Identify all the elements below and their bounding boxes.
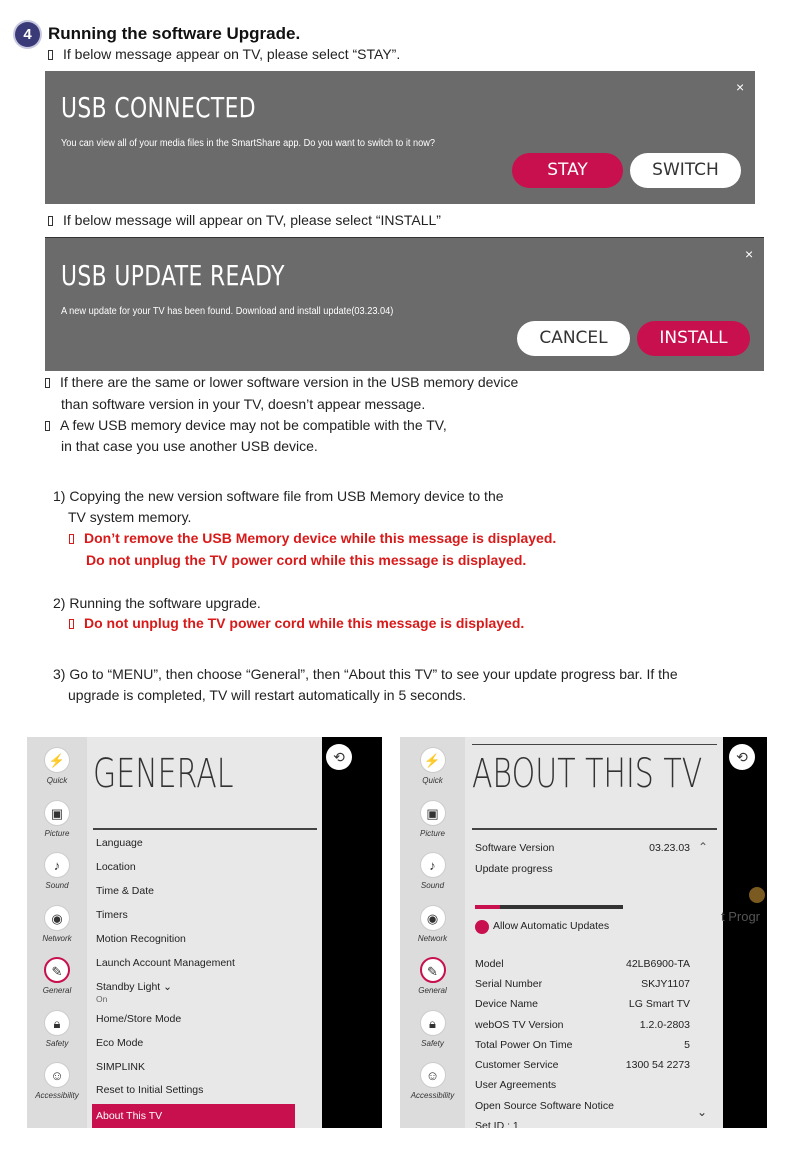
menu-item-language[interactable]: Language <box>96 837 143 849</box>
settings-sidebar <box>400 737 465 1128</box>
sidebar-item-label: Safety <box>45 1039 69 1048</box>
sidebar-item-picture[interactable] <box>27 800 87 838</box>
warning-text: Don’t remove the USB Memory device while this message is displayed. <box>84 530 557 546</box>
lightning-icon: ⚡ <box>44 747 70 773</box>
background-dot <box>749 887 765 903</box>
globe-icon: ◉ <box>420 905 446 931</box>
webos-version-value: 1.2.0-2803 <box>639 1019 690 1031</box>
sidebar-item-label: General <box>418 986 447 995</box>
background-progress-text: t Progr <box>721 909 761 924</box>
menu-item-eco-mode[interactable]: Eco Mode <box>96 1037 144 1049</box>
sidebar-item-label: Safety <box>421 1039 444 1048</box>
step-3-text-cont: upgrade is completed, TV will restart automatically in 5 seconds. <box>68 687 467 703</box>
step-1-warning-2: Do not unplug the TV power cord while this message is displayed. <box>86 552 527 568</box>
device-name-value: LG Smart TV <box>628 998 690 1010</box>
install-note <box>48 212 441 228</box>
sidebar-item-label: General <box>42 986 72 995</box>
title-divider <box>472 828 717 830</box>
sidebar-item-label: Picture <box>44 829 70 838</box>
black-panel <box>723 737 767 1128</box>
same-version-line-1: If there are the same or lower software version in the USB memory device <box>60 374 519 390</box>
top-divider <box>472 744 717 745</box>
software-version-label: Software Version <box>475 842 555 854</box>
sound-icon: ♪ <box>44 852 70 878</box>
same-version-line-2: than software version in your TV, doesn’t appear message. <box>61 396 426 412</box>
power-on-time-value: 5 <box>684 1039 690 1051</box>
sidebar-item-label: Sound <box>420 881 445 890</box>
sidebar-item-quick[interactable] <box>400 747 465 785</box>
chevron-up-icon[interactable]: ⌃ <box>698 840 709 854</box>
menu-item-reset[interactable]: Reset to Initial Settings <box>96 1084 204 1096</box>
close-icon[interactable]: × <box>736 79 745 95</box>
sidebar-item-sound[interactable] <box>27 852 87 890</box>
black-panel <box>322 737 382 1128</box>
step-1-text: 1) Copying the new version software file from USB Memory device to the <box>53 488 504 504</box>
sidebar-item-label: Accessibility <box>35 1091 79 1100</box>
user-agreements-link[interactable]: User Agreements <box>475 1079 557 1091</box>
dialog-title: USB UPDATE READY <box>61 259 285 292</box>
sidebar-item-accessibility[interactable] <box>400 1062 465 1100</box>
serial-value: SKJY1107 <box>641 978 690 990</box>
sidebar-item-safety[interactable] <box>400 1010 465 1048</box>
sidebar-item-label: Sound <box>45 881 69 890</box>
bullet-icon <box>45 378 50 388</box>
sidebar-item-label: Network <box>42 934 72 943</box>
install-button[interactable]: INSTALL <box>637 321 750 356</box>
step-2-text: 2) Running the software upgrade. <box>53 595 261 611</box>
menu-item-home-store-mode[interactable]: Home/Store Mode <box>96 1013 182 1025</box>
stay-note <box>48 46 400 62</box>
serial-label: Serial Number <box>475 978 543 990</box>
toggle-indicator-icon[interactable] <box>475 920 489 934</box>
menu-item-launch-account[interactable]: Launch Account Management <box>96 957 235 969</box>
standby-light-value: On <box>96 994 108 1004</box>
sidebar-item-label: Accessibility <box>410 1091 455 1100</box>
device-name-label: Device Name <box>475 998 539 1010</box>
update-progress-bar <box>475 905 623 909</box>
menu-item-about-this-tv[interactable]: About This TV <box>92 1104 295 1128</box>
software-version-value: 03.23.03 <box>649 842 690 854</box>
open-source-notice-link[interactable]: Open Source Software Notice <box>475 1100 614 1112</box>
power-on-time-label: Total Power On Time <box>475 1039 573 1051</box>
model-value: 42LB6900-TA <box>625 958 690 970</box>
sidebar-item-general[interactable] <box>27 957 87 995</box>
person-icon: ☺ <box>420 1062 446 1088</box>
title-divider <box>93 828 317 830</box>
about-tv-screen <box>400 737 767 1128</box>
compat-line-2: in that case you use another USB device. <box>61 438 318 454</box>
dialog-message: You can view all of your media files in the SmartShare app. Do you want to switch to it now? <box>61 138 435 149</box>
menu-item-standby-light[interactable]: Standby Light ⌄ <box>96 981 172 993</box>
cancel-button[interactable]: CANCEL <box>517 321 630 356</box>
sidebar-item-safety[interactable] <box>27 1010 87 1048</box>
compat-note <box>45 417 447 433</box>
stay-button[interactable]: STAY <box>512 153 623 188</box>
warning-text: Do not unplug the TV power cord while this message is displayed. <box>84 615 525 631</box>
menu-item-motion-recognition[interactable]: Motion Recognition <box>96 933 186 945</box>
lock-icon: 🔒︎ <box>420 1010 446 1036</box>
install-note-text: If below message will appear on TV, please select “INSTALL” <box>63 212 441 228</box>
stay-note-text: If below message appear on TV, please select “STAY”. <box>63 46 401 62</box>
step-1-warning-1 <box>69 530 556 546</box>
sidebar-item-general[interactable] <box>400 957 465 995</box>
menu-item-time-date[interactable]: Time & Date <box>96 885 154 897</box>
back-icon[interactable]: ⟲ <box>729 744 755 770</box>
sidebar-item-label: Quick <box>46 776 68 785</box>
switch-button[interactable]: SWITCH <box>630 153 741 188</box>
general-title: GENERAL <box>93 751 234 797</box>
settings-sidebar <box>27 737 87 1128</box>
general-settings-screen <box>27 737 382 1128</box>
chevron-down-icon[interactable]: ⌄ <box>697 1105 708 1119</box>
menu-item-timers[interactable]: Timers <box>96 909 128 921</box>
same-version-note <box>45 374 518 390</box>
dialog-message: A new update for your TV has been found. Download and install update(03.23.04) <box>61 306 394 317</box>
step-number-badge: 4 <box>15 22 40 47</box>
wrench-icon: ✎ <box>44 957 70 983</box>
picture-icon: ▣ <box>44 800 70 826</box>
menu-item-location[interactable]: Location <box>96 861 136 873</box>
step-3-text: 3) Go to “MENU”, then choose “General”, then “About this TV” to see your update progress bar. If the <box>53 666 678 682</box>
model-label: Model <box>475 958 504 970</box>
sidebar-item-label: Quick <box>422 776 443 785</box>
step-2-warning <box>69 615 524 631</box>
close-icon[interactable]: × <box>745 246 754 262</box>
picture-icon: ▣ <box>420 800 446 826</box>
bullet-icon <box>48 50 53 60</box>
back-icon[interactable]: ⟲ <box>326 744 352 770</box>
bullet-icon <box>45 421 50 431</box>
sidebar-item-sound[interactable] <box>400 852 465 890</box>
usb-connected-dialog <box>45 71 755 204</box>
sidebar-item-quick[interactable] <box>27 747 87 785</box>
lightning-icon: ⚡ <box>420 747 446 773</box>
lock-icon: 🔒︎ <box>44 1010 70 1036</box>
step-1-text-cont: TV system memory. <box>68 509 192 525</box>
sidebar-item-network[interactable] <box>400 905 465 943</box>
bullet-icon <box>69 534 74 544</box>
step-title: Running the software Upgrade. <box>48 24 301 43</box>
dialog-title: USB CONNECTED <box>61 91 256 124</box>
compat-line-1: A few USB memory device may not be compatible with the TV, <box>60 417 447 433</box>
about-title: ABOUT THIS TV <box>472 751 703 797</box>
sidebar-item-picture[interactable] <box>400 800 465 838</box>
customer-service-value: 1300 54 2273 <box>625 1059 690 1071</box>
auto-updates-label[interactable]: Allow Automatic Updates <box>493 920 610 932</box>
sidebar-item-accessibility[interactable] <box>27 1062 87 1100</box>
webos-version-label: webOS TV Version <box>475 1019 564 1031</box>
bullet-icon <box>69 619 74 629</box>
set-id-label: Set ID : 1 <box>475 1120 519 1128</box>
globe-icon: ◉ <box>44 905 70 931</box>
sidebar-item-label: Network <box>417 934 448 943</box>
bullet-icon <box>48 216 53 226</box>
person-icon: ☺ <box>44 1062 70 1088</box>
customer-service-label: Customer Service <box>475 1059 559 1071</box>
sound-icon: ♪ <box>420 852 446 878</box>
sidebar-item-network[interactable] <box>27 905 87 943</box>
menu-item-simplink[interactable]: SIMPLINK <box>96 1061 146 1073</box>
wrench-icon: ✎ <box>420 957 446 983</box>
update-progress-label: Update progress <box>475 863 553 875</box>
update-progress-fill <box>475 905 500 909</box>
usb-update-dialog <box>45 237 764 371</box>
sidebar-item-label: Picture <box>420 829 445 838</box>
